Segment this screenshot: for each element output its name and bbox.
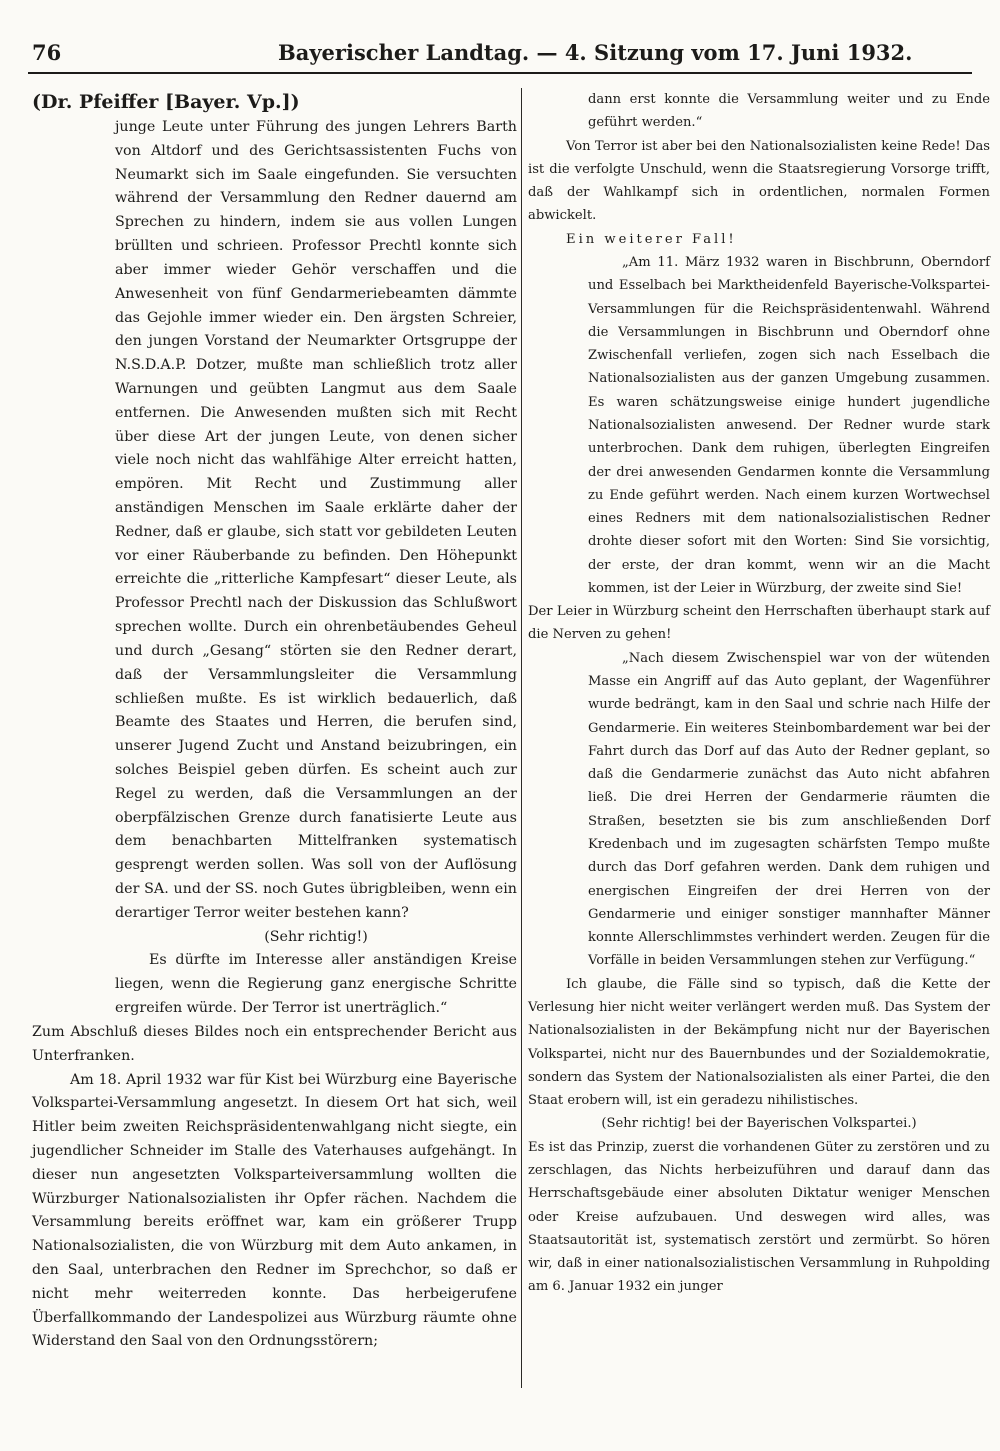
paragraph: Es ist das Prinzip, zuerst die vorhandenen Güter zu zerstören und zu zerschlagen, das Nichts herbeizuführen und darauf dann das Herrschaftsgebäude einer absoluten Diktatur weniger Menschen oder Kreise aufzubauen. Und deswegen wird alles, was Staatsautorität ist, systematisch zerstört und zermürbt. So hören wir, daß in einer nationalsozialistischen Versammlung in Ruhpolding am 6. Januar 1932 ein junger: [528, 1139, 990, 1295]
paragraph: junge Leute unter Führung des jungen Lehrers Barth von Altdorf und des Gerichtsassistenten Fuchs von Neumarkt sich im Saale eingefunden. Sie versuchten während der Versammlung den Redner dauernd am Sprechen zu hindern, indem sie aus vollen Lungen brüllten und schrieen. Professor Prechtl konnte sich aber immer wieder Gehör verschaffen und die Anwesenheit von fünf Gendarmeriebeamten dämmte das Gejohle immer wieder ein. Den ärgsten Schreier, den jungen Vorstand der Neumarkter Ortsgruppe der N.S.D.A.P. Dotzer, mußte man schließlich trotz aller Warnungen und geübten Langmut aus dem Saale entfernen. Die Anwesenden mußten sich mit Recht über diese Art der jungen Leute, von denen sicher viele noch nicht das wahlfähige Alter erreicht hatten, empören. Mit Recht und Zustimmung aller anständigen Menschen im Saale erklärte daher der Redner, daß er glaube, sich statt vor gebildeten Leuten vor einer Räuberbande zu befinden. Den Höhepunkt erreichte die „ritterliche Kampfesart“ dieser Leute, als Professor Prechtl nach der Diskussion das Schlußwort sprechen wollte. Durch ein ohrenbetäubendes Geheul und durch „Gesang“ störten sie den Redner derart, daß der Versammlungsleiter die Versammlung schließen mußte. Es ist wirklich bedauerlich, daß Beamte des Staates und Herren, die berufen sind, unserer Jugend Zucht und Anstand beizubringen, ein solches Beispiel geben dürfen. Es scheint auch zur Regel zu werden, daß die Versammlungen an der oberpfälzischen Grenze durch fanatisierte Leute aus dem benachbarten Mittelfranken systematisch gesprengt werden sollen. Was soll von der Auflösung der SA. und der SS. noch Gutes übrigbleiben, wenn ein derartiger Terror weiter bestehen kann?: [115, 119, 517, 921]
quoted-report: „Am 11. März 1932 waren in Bischbrunn, Oberndorf und Esselbach bei Marktheidenfeld Bayerische-Volkspartei-Versammlungen für die Reichspräsidentenwahl. Während die Versammlungen in Bischbrunn und Oberndorf ohne Zwischenfall verliefen, zogen sich nach Esselbach die Nationalsozialisten aus der ganzen Umgebung zusammen. Es waren schätzungsweise einige hundert jugendliche Nationalsozialisten anwesend. Der Redner wurde stark unterbrochen. Dank dem ruhigen, überlegten Eingreifen der drei anwesenden Gendarmen konnte die Versammlung zu Ende geführt werden. Nach einem kurzen Wortwechsel eines Redners mit dem nationalsozialistischen Redner drohte dieser sofort mit den Worten: Sind Sie vorsichtig, der erste, der dran kommt, wenn wir an die Macht kommen, ist der Leier in Würzburg, der zweite sind Sie!: [588, 254, 990, 596]
right-column: [528, 88, 990, 1299]
page-number: 76: [32, 40, 62, 65]
paragraph: Ein weiterer Fall!: [566, 231, 737, 247]
paragraph: dann erst konnte die Versammlung weiter und zu Ende geführt werden.“: [588, 92, 990, 131]
column-divider: [521, 88, 522, 1388]
paragraph: Von Terror ist aber bei den Nationalsozialisten keine Rede! Das ist die verfolgte Unschuld, wenn die Staatsregierung Vorsorge trifft, daß der Wahlkampf sich in ordentlichen, normalen Formen abwickelt.: [528, 138, 990, 224]
interjection: (Sehr richtig! bei der Bayerischen Volkspartei.): [601, 1116, 917, 1132]
paragraph: Ich glaube, die Fälle sind so typisch, daß die Kette der Verlesung hier nicht weiter verlängert werden muß. Das System der Nationalsozialisten in der Bekämpfung nicht nur der Bayerischen Volkspartei, nicht nur des Bauernbundes und der Sozialdemokratie, sondern das System der Nationalsozialisten als einer Partei, die den Staat erobern will, ist ein geradezu nihilistisches.: [528, 976, 990, 1109]
paragraph: Am 18. April 1932 war für Kist bei Würzburg eine Bayerische Volkspartei-Versammlung angesetzt. In diesem Ort hat sich, weil Hitler beim zweiten Reichspräsidentenwahlgang nicht siegte, ein jugendlicher Schneider im Stalle des Vaterhauses aufgehängt. In dieser nun angesetzten Volksparteiversammlung wollten die Würzburger Nationalsozialisten ihr Opfer rächen. Nachdem die Versammlung bereits eröffnet war, kam ein größerer Trupp Nationalsozialisten, die von Würzburg mit dem Auto ankamen, in den Saal, unterbrachen den Redner im Sprechchor, so daß er nicht mehr weiterreden konnte. Das herbeigerufene Überfallkommando der Landespolizei aus Würzburg räumte ohne Widerstand den Saal von den Ordnungsstörern;: [32, 1071, 517, 1350]
quoted-report: „Nach diesem Zwischenspiel war von der wütenden Masse ein Angriff auf das Auto geplant, der Wagenführer wurde bedrängt, kam in den Saal und schrie nach Hilfe der Gendarmerie. Ein weiteres Steinbombardement war bei der Fahrt durch das Dorf auf das Auto der Redner geplant, so daß die Gendarmerie zunächst das Auto nicht abfahren ließ. Die drei Herren der Gendarmerie räumten die Straßen, besetzten sie bis zum anschließenden Dorf Kredenbach und im zugesagten schärfsten Tempo mußte durch das Dorf gefahren werden. Dank dem ruhigen und energischen Eingreifen der drei Herren von der Gendarmerie und einiger sonstiger mannhafter Männer konnte Allerschlimmstes verhindert werden. Zeugen für die Vorfälle in beiden Versammlungen stehen zur Verfügung.“: [588, 650, 990, 969]
paragraph: Zum Abschluß dieses Bildes noch ein entsprechender Bericht aus Unterfranken.: [32, 1023, 517, 1064]
left-column: [32, 88, 517, 1354]
running-title: Bayerischer Landtag. — 4. Sitzung vom 17. Juni 1932.: [278, 40, 913, 65]
interjection: (Sehr richtig!): [264, 928, 368, 945]
paragraph: Der Leier in Würzburg scheint den Herrschaften überhaupt stark auf die Nerven zu gehen!: [528, 604, 990, 643]
paragraph: Es dürfte im Interesse aller anständigen Kreise liegen, wenn die Regierung ganz energische Schritte ergreifen würde. Der Terror ist unerträglich.“: [115, 952, 517, 1017]
page-header: [28, 38, 972, 74]
speaker-label: (Dr. Pfeiffer [Bayer. Vp.]): [32, 91, 300, 113]
